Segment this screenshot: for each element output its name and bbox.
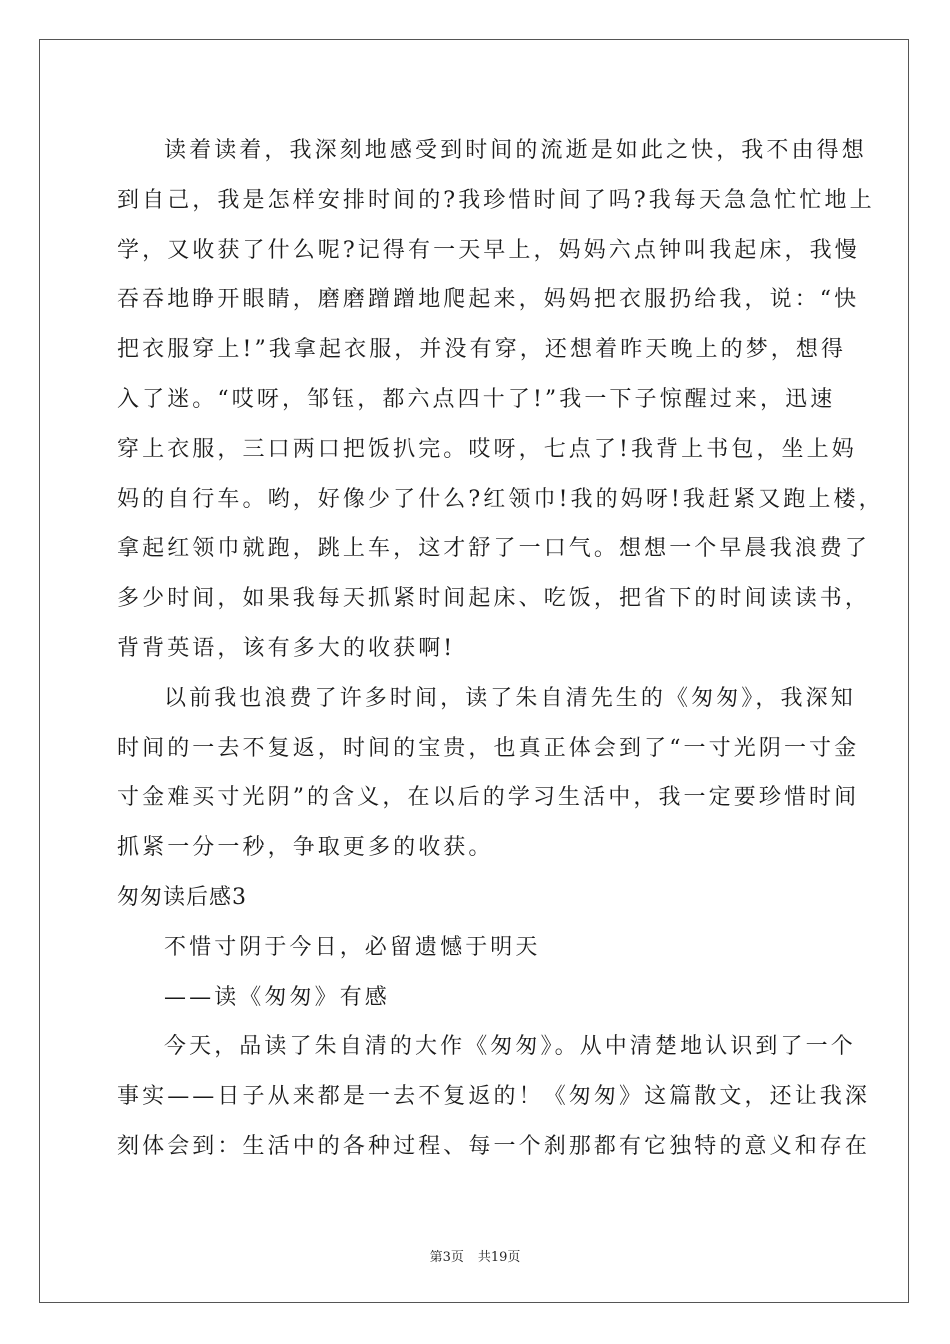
paragraph-line: 读着读着，我深刻地感受到时间的流逝是如此之快，我不由得想 bbox=[164, 138, 867, 163]
paragraph-line: 妈的自行车。哟，好像少了什么?红领巾!我的妈呀!我赶紧又跑上楼， bbox=[117, 486, 884, 512]
section-heading: 匆匆读后感3 bbox=[117, 884, 247, 910]
essay-title: 不惜寸阴于今日，必留遗憾于明天 bbox=[164, 934, 541, 960]
paragraph-line: 时间的一去不复返，时间的宝贵，也真正体会到了“一寸光阴一寸金 bbox=[117, 735, 860, 761]
paragraph-line: 事实——日子从来都是一去不复返的！《匆匆》这篇散文，还让我深 bbox=[117, 1084, 871, 1110]
page-total: 共19页 bbox=[477, 1250, 521, 1265]
paragraph-line: 穿上衣服，三口两口把饭扒完。哎呀，七点了!我背上书包，坐上妈 bbox=[117, 436, 857, 462]
paragraph-line: 到自己，我是怎样安排时间的?我珍惜时间了吗?我每天急急忙忙地上 bbox=[117, 187, 875, 213]
page-footer bbox=[0, 1246, 950, 1265]
page-number: 第3页 bbox=[429, 1250, 464, 1265]
paragraph-line: 今天，品读了朱自清的大作《匆匆》。从中清楚地认识到了一个 bbox=[164, 1034, 856, 1060]
document-body bbox=[117, 126, 884, 1172]
paragraph-line: 背背英语，该有多大的收获啊! bbox=[117, 635, 456, 661]
paragraph-line: 多少时间，如果我每天抓紧时间起床、吃饭，把省下的时间读读书， bbox=[117, 586, 871, 612]
paragraph-line: 拿起红领巾就跑，跳上车，这才舒了一口气。想想一个早晨我浪费了 bbox=[117, 536, 871, 562]
essay-subtitle: ——读《匆匆》有感 bbox=[164, 984, 390, 1010]
paragraph-line: 寸金难买寸光阴”的含义，在以后的学习生活中，我一定要珍惜时间 bbox=[117, 785, 860, 811]
paragraph-line: 以前我也浪费了许多时间，读了朱自清先生的《匆匆》，我深知 bbox=[164, 685, 856, 711]
paragraph-line: 抓紧一分一秒，争取更多的收获。 bbox=[117, 835, 494, 861]
paragraph-line: 把衣服穿上!”我拿起衣服，并没有穿，还想着昨天晚上的梦，想得 bbox=[117, 337, 847, 363]
paragraph-line: 入了迷。“哎呀，邹钰，都六点四十了!”我一下子惊醒过来，迅速 bbox=[117, 386, 836, 412]
paragraph-line: 学，又收获了什么呢?记得有一天早上，妈妈六点钟叫我起床，我慢 bbox=[117, 237, 860, 263]
paragraph-line: 刻体会到：生活中的各种过程、每一个刹那都有它独特的意义和存在 bbox=[117, 1133, 871, 1159]
paragraph-line: 吞吞地睁开眼睛，磨磨蹭蹭地爬起来，妈妈把衣服扔给我，说：“快 bbox=[117, 287, 860, 313]
